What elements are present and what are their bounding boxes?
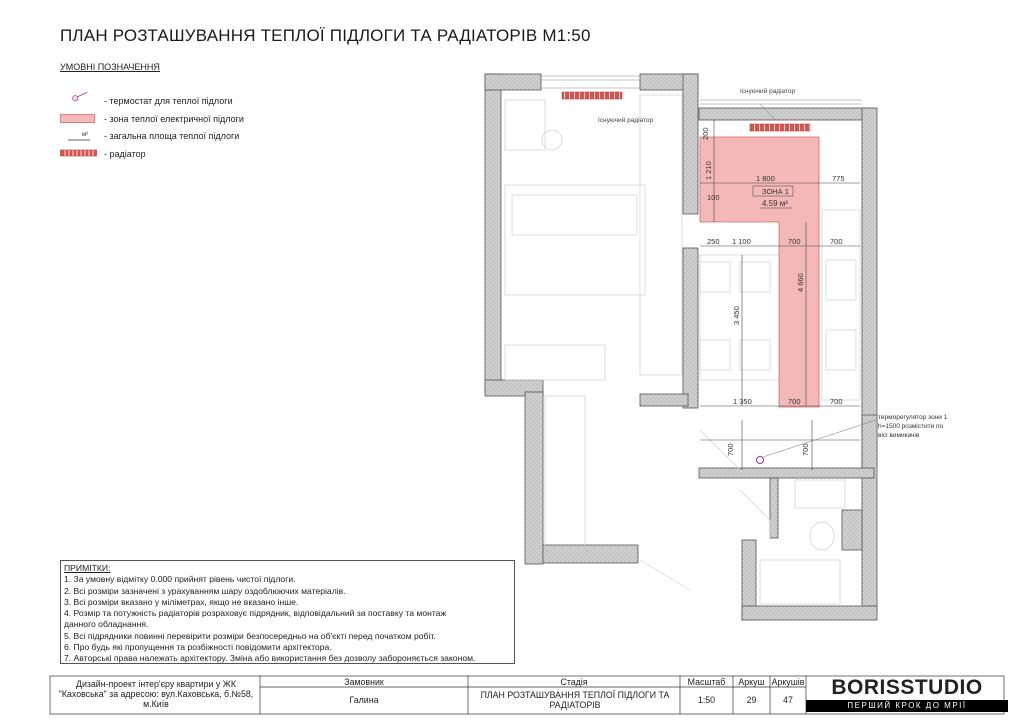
dim-4660: 4 660 (796, 273, 805, 292)
zone-name: ЗОНА 1 (762, 187, 789, 196)
project-description: Дизайн-проект інтер'єру квартири у ЖК "Каховська" за адресою: вул.Каховська, б.№58, м.Київ (58, 679, 254, 709)
legend-text: - зона теплої електричної підлоги (104, 114, 244, 124)
zone-area: 4.59 м² (762, 199, 788, 208)
dim-700-b: 700 (830, 237, 843, 246)
dim-1210: 1 210 (704, 161, 713, 180)
dim-700-a: 700 (788, 237, 801, 246)
page-title: ПЛАН РОЗТАШУВАННЯ ТЕПЛОЇ ПІДЛОГИ ТА РАДІАТОРІВ М1:50 (60, 26, 591, 45)
brand-slogan: ПЕРШИЙ КРОК ДО МРІЇ (806, 700, 1008, 712)
note-line: 4. Розмір та потужність радіаторів розраховує підрядник, відповідальний за поставку та монтаж (64, 608, 447, 619)
brand-name: BORISSTUDIO (831, 676, 983, 699)
scale-heading: Масштаб (687, 677, 726, 687)
stage-value: ПЛАН РОЗТАШУВАННЯ ТЕПЛОЇ ПІДЛОГИ ТА РАДІАТОРІВ (480, 690, 670, 710)
scale-value: 1:50 (697, 695, 716, 705)
note-line: 5. Всі підрядники повинні перевірити розміри безпосередньо на об'єкті перед початком робіт. (64, 630, 436, 641)
dim-700-e: 700 (726, 443, 735, 456)
client-heading: Замовник (344, 677, 384, 687)
dim-1100: 1 100 (732, 237, 751, 246)
note-line: данного обладнання. (64, 619, 149, 630)
note-line: 6. Про будь які пропущення та розбіжності повідомити архітектора. (64, 642, 332, 653)
legend-text: - загальна площа теплої підлоги (104, 131, 240, 141)
dim-3450: 3 450 (732, 306, 741, 325)
thermostat-note-3: вісі вимикачів (878, 432, 920, 439)
dim-250: 250 (707, 237, 720, 246)
note-line: 3. Всі розміри вказано у міліметрах, якщо не вказано інше. (64, 596, 299, 607)
radiator-label-kitchen: Існуючий радіатор (740, 88, 796, 95)
dim-100: 100 (707, 193, 720, 202)
svg-text:T: T (74, 96, 77, 101)
dim-1350: 1 350 (733, 397, 752, 406)
legend-text: - радіатор (104, 149, 146, 159)
note-line: 7. Авторські права належать архітектору. Зміна або використання без дозволу забороняється законом. (64, 653, 476, 664)
brand-logo (806, 676, 1008, 712)
sheet-value: 29 (746, 695, 757, 705)
notes-heading: ПРИМІТКИ: (64, 563, 111, 573)
sheets-heading: Аркушів (771, 677, 805, 687)
dim-775: 775 (832, 174, 845, 183)
radiator-label-bedroom: Існуючий радіатор (598, 117, 654, 124)
stage-heading: Стадія (560, 677, 588, 687)
area-mark-text: м² (82, 132, 89, 138)
dim-1800: 1 800 (756, 174, 775, 183)
thermostat-note-1: терморегулятор зони 1 (878, 414, 948, 421)
client-name: Галина (349, 695, 379, 705)
sheets-value: 47 (783, 695, 793, 705)
dim-700-f: 700 (801, 443, 810, 456)
legend-heading: УМОВНІ ПОЗНАЧЕННЯ (60, 62, 160, 72)
dim-200: 200 (701, 127, 710, 140)
note-line: 2. Всі розміри зазначені з урахуванням шару оздоблюючих матеріалів. (64, 585, 346, 596)
dim-700-d: 700 (830, 397, 843, 406)
thermostat-note-2: h=1500 розмістити по (878, 423, 944, 430)
dim-700-c: 700 (788, 397, 801, 406)
legend-text: - термостат для теплої підлоги (104, 96, 233, 106)
sheet-heading: Аркуш (738, 677, 765, 687)
note-line: 1. За умовну відмітку 0.000 прийнят рівень чистої підлоги. (64, 574, 296, 585)
